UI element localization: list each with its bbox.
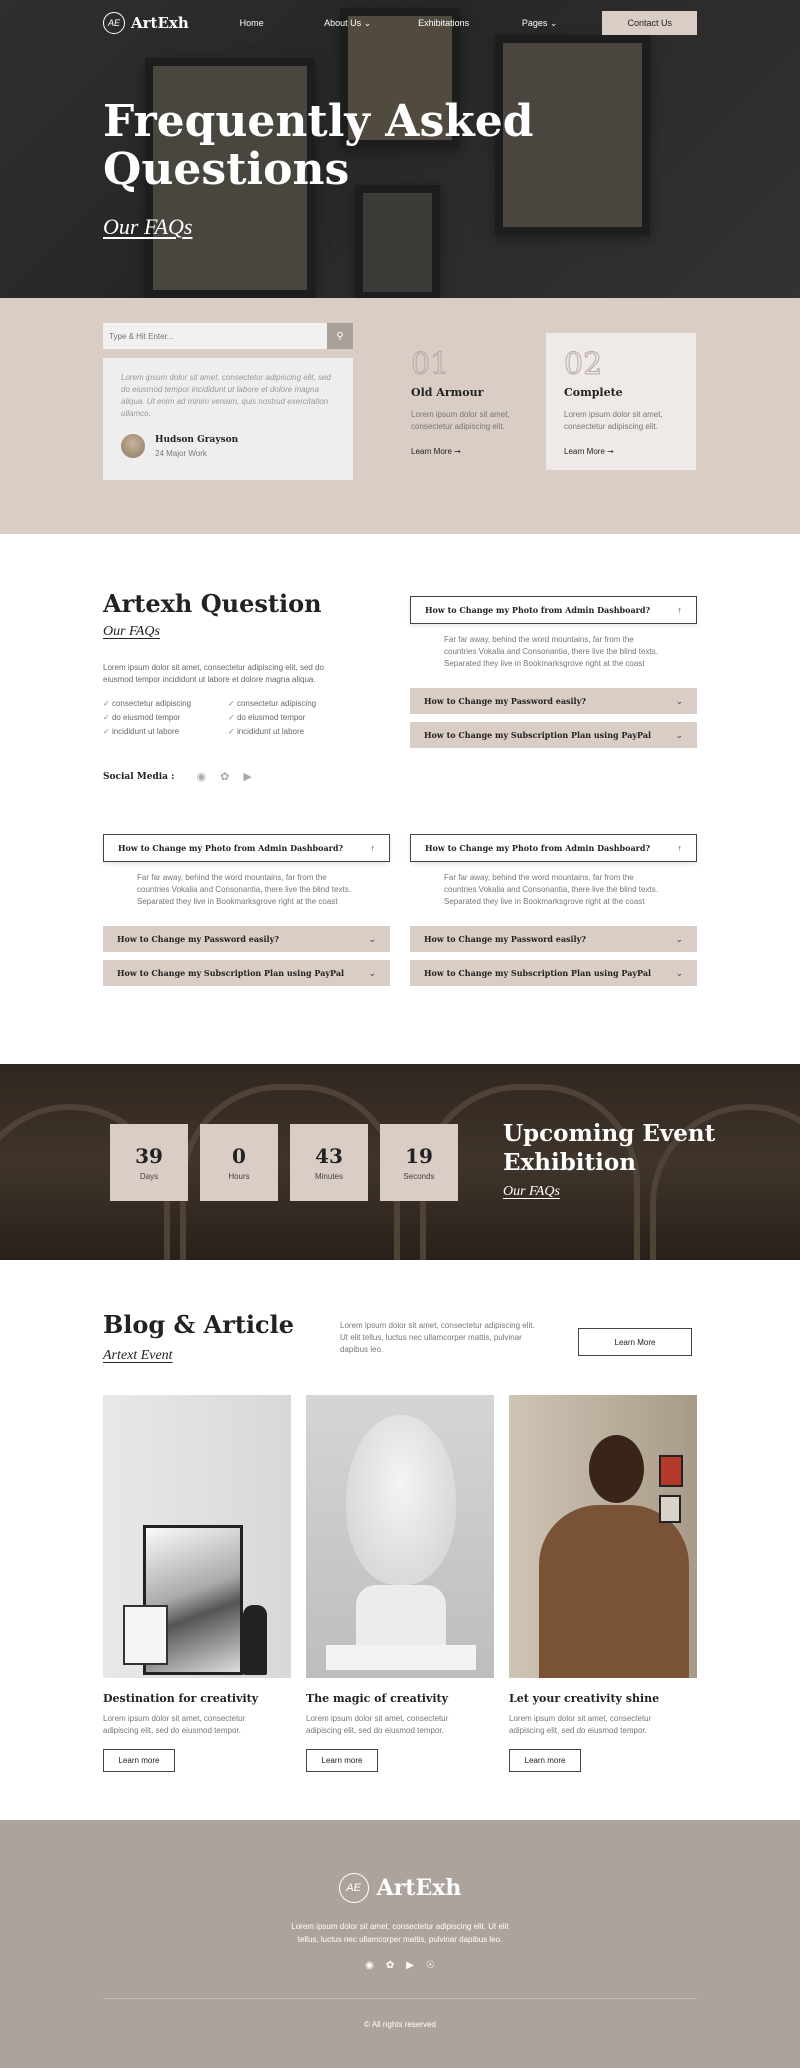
- blog-subtitle: Artext Event: [103, 1348, 173, 1363]
- question-text: How to Change my Photo from Admin Dashboard?: [118, 843, 344, 853]
- chevron-down-icon: ⌄: [675, 695, 683, 706]
- post-title[interactable]: Let your creativity shine: [509, 1692, 660, 1705]
- blog-post: [103, 1395, 291, 1772]
- post-title[interactable]: The magic of creativity: [306, 1692, 448, 1705]
- search-icon[interactable]: ⚲: [327, 323, 353, 349]
- post-desc: Lorem ipsum dolor sit amet, consectetur adipiscing elit, sed do eiusmod tempor.: [306, 1714, 449, 1735]
- faq-description: Lorem ipsum dolor sit amet, consectetur adipiscing elit, sed do eiusmod tempor incididunt ut labore et dolore magna aliqua.: [103, 663, 324, 684]
- testimonial-card: [103, 358, 353, 480]
- author-role: 24 Major Work: [155, 448, 207, 458]
- accordion-question[interactable]: [410, 688, 697, 714]
- question-text: How to Change my Subscription Plan using PayPal: [424, 968, 652, 978]
- question-text: How to Change my Subscription Plan using PayPal: [424, 730, 652, 740]
- youtube-icon[interactable]: ▶: [243, 771, 252, 783]
- logo-text: ArtExh: [376, 1875, 462, 1901]
- check-list: [103, 699, 353, 736]
- countdown-value: 0: [232, 1144, 246, 1168]
- blog-learn-more-button[interactable]: Learn More: [578, 1328, 692, 1356]
- question-text: How to Change my Subscription Plan using PayPal: [117, 968, 345, 978]
- post-image[interactable]: [509, 1395, 697, 1678]
- countdown-value: 39: [135, 1144, 163, 1168]
- copyright: © All rights reserved: [364, 2020, 436, 2029]
- faq-accordion: [103, 834, 390, 994]
- twitter-icon[interactable]: ✿: [220, 771, 230, 783]
- post-title[interactable]: Destination for creativity: [103, 1692, 259, 1705]
- faq-accordion: [410, 596, 697, 756]
- post-desc: Lorem ipsum dolor sit amet, consectetur adipiscing elit, sed do eiusmod tempor.: [103, 1714, 246, 1735]
- countdown-hours: [200, 1124, 278, 1201]
- card-title: Old Armour: [411, 386, 484, 399]
- testimonial-author: [121, 434, 335, 458]
- nav-link-pages[interactable]: Pages ⌄: [521, 17, 558, 28]
- search-bar: [103, 323, 353, 349]
- chevron-down-icon: ⌄: [368, 933, 376, 944]
- faq-section: [0, 534, 800, 1064]
- blog-description: Lorem ipsum dolor sit amet, consectetur adipiscing elit. Ut elit tellus, luctus nec ullamcorper mattis, pulvinar dapibus leo.: [340, 1321, 535, 1354]
- accordion-answer: Far far away, behind the word mountains, far from the countries Vokalia and Consonantia, there live the blind texts. Separated they live in Bookmarksgrove right at the coast: [444, 635, 658, 668]
- post-image[interactable]: [103, 1395, 291, 1678]
- check-item: ✓ consectetur adipiscing: [103, 699, 228, 708]
- hero-subtitle: Our FAQs: [103, 214, 193, 239]
- check-item: ✓ do eiusmod tempor: [228, 713, 353, 722]
- testimonial-quote: Lorem ipsum dolor sit amet, consectetur adipiscing elit, sed do eiusmod tempor incididunt ut labore et dolore magna aliqua. Ut enim ad minim veniam, quis nostrud exercitation ullamco.: [121, 373, 331, 418]
- event-section: [0, 1064, 800, 1260]
- countdown-label: Hours: [228, 1172, 250, 1181]
- card-number: 01: [411, 347, 450, 382]
- nav-link-home[interactable]: Home: [239, 18, 264, 28]
- check-item: ✓ incididunt ut labore: [228, 727, 353, 736]
- hero-section: [0, 0, 800, 298]
- footer-logo[interactable]: [0, 1873, 800, 1903]
- chevron-down-icon: ⌄: [675, 933, 683, 944]
- nav-links: [204, 18, 588, 29]
- social-label: Social Media :: [103, 771, 175, 782]
- learn-more-link[interactable]: Learn More ➞: [564, 447, 614, 456]
- faq-subtitle: Our FAQs: [103, 624, 160, 639]
- question-text: How to Change my Photo from Admin Dashboard?: [425, 605, 651, 615]
- accordion-question[interactable]: [103, 926, 390, 952]
- footer: [0, 1820, 800, 2068]
- blog-title: Blog & Article: [103, 1310, 295, 1339]
- nav-link-exhibitions[interactable]: Exhibitations: [418, 18, 470, 28]
- logo[interactable]: [103, 12, 189, 34]
- chevron-down-icon: ⌄: [675, 729, 683, 740]
- wordpress-icon[interactable]: ☉: [425, 1960, 435, 1971]
- nav-link-about[interactable]: About Us ⌄: [324, 17, 372, 28]
- faq-accordion: [410, 834, 697, 994]
- facebook-icon[interactable]: ◉: [196, 771, 207, 783]
- arrow-up-icon: ↑: [677, 605, 682, 615]
- card-title: Complete: [564, 386, 623, 399]
- social-media: [103, 770, 252, 783]
- faq-title: Artexh Question: [103, 589, 322, 618]
- intro-section: [0, 298, 800, 534]
- countdown-value: 43: [315, 1144, 343, 1168]
- chevron-down-icon: ⌄: [675, 967, 683, 978]
- post-learn-more-button[interactable]: Learn more: [509, 1749, 581, 1772]
- countdown-label: Days: [139, 1172, 159, 1181]
- footer-social: [0, 1960, 800, 1971]
- page-title: Frequently Asked Questions: [103, 96, 534, 195]
- learn-more-link[interactable]: Learn More ➞: [411, 447, 461, 456]
- accordion-question[interactable]: [410, 960, 697, 986]
- blog-post: [306, 1395, 494, 1772]
- check-item: ✓ incididunt ut labore: [103, 727, 228, 736]
- arrow-up-icon: ↑: [677, 843, 682, 853]
- blog-section: [0, 1260, 800, 1820]
- card-number: 02: [564, 347, 603, 382]
- top-nav: [103, 10, 697, 36]
- card-desc: Lorem ipsum dolor sit amet, consectetur adipiscing elit.: [411, 410, 510, 431]
- countdown-label: Seconds: [403, 1172, 435, 1181]
- accordion-answer: Far far away, behind the word mountains, far from the countries Vokalia and Consonantia, there live the blind texts. Separated they live in Bookmarksgrove right at the coast: [444, 873, 658, 906]
- post-desc: Lorem ipsum dolor sit amet, consectetur adipiscing elit, sed do eiusmod tempor.: [509, 1714, 652, 1735]
- check-item: ✓ consectetur adipiscing: [228, 699, 353, 708]
- countdown-days: [110, 1124, 188, 1201]
- post-image[interactable]: [306, 1395, 494, 1678]
- post-learn-more-button[interactable]: Learn more: [103, 1749, 175, 1772]
- countdown-label: Minutes: [314, 1172, 343, 1181]
- card-desc: Lorem ipsum dolor sit amet, consectetur adipiscing elit.: [564, 410, 663, 431]
- countdown-seconds: [380, 1124, 458, 1201]
- question-text: How to Change my Password easily?: [117, 934, 279, 944]
- accordion-question-open[interactable]: [103, 834, 390, 862]
- contact-us-button[interactable]: Contact Us: [602, 11, 697, 35]
- author-name: Hudson Grayson: [155, 434, 239, 445]
- question-text: How to Change my Photo from Admin Dashboard?: [425, 843, 651, 853]
- search-input[interactable]: [103, 323, 327, 349]
- event-title: Upcoming Event Exhibition: [503, 1120, 716, 1176]
- accordion-answer: Far far away, behind the word mountains, far from the countries Vokalia and Consonantia, there live the blind texts. Separated they live in Bookmarksgrove right at the coast: [137, 873, 351, 906]
- question-text: How to Change my Password easily?: [424, 934, 586, 944]
- arrow-up-icon: ↑: [370, 843, 375, 853]
- feature-card-02: [546, 333, 696, 470]
- facebook-icon[interactable]: ◉: [365, 1960, 374, 1971]
- logo-mark: AE: [103, 12, 125, 34]
- footer-description-text: Lorem ipsum dolor sit amet, consectetur adipiscing elit. Ut elit tellus, luctus nec ullamcorper mattis, pulvinar dapibus leo.: [291, 1922, 509, 1944]
- event-subtitle: Our FAQs: [503, 1184, 560, 1199]
- youtube-icon[interactable]: ▶: [406, 1960, 414, 1971]
- blog-post: [509, 1395, 697, 1772]
- accordion-question[interactable]: [410, 926, 697, 952]
- footer-description: [0, 1920, 800, 1946]
- post-learn-more-button[interactable]: Learn more: [306, 1749, 378, 1772]
- feature-card-01: [393, 333, 543, 470]
- twitter-icon[interactable]: ✿: [385, 1960, 395, 1971]
- question-text: How to Change my Password easily?: [424, 696, 586, 706]
- accordion-question-open[interactable]: [410, 834, 697, 862]
- logo-mark: AE: [339, 1873, 369, 1903]
- countdown: [110, 1124, 458, 1201]
- footer-divider: [103, 1998, 697, 1999]
- accordion-question-open[interactable]: [410, 596, 697, 624]
- avatar: [121, 434, 145, 458]
- check-item: ✓ do eiusmod tempor: [103, 713, 228, 722]
- chevron-down-icon: ⌄: [368, 967, 376, 978]
- logo-text: ArtExh: [131, 14, 189, 32]
- countdown-value: 19: [405, 1144, 433, 1168]
- accordion-question[interactable]: [103, 960, 390, 986]
- countdown-minutes: [290, 1124, 368, 1201]
- accordion-question[interactable]: [410, 722, 697, 748]
